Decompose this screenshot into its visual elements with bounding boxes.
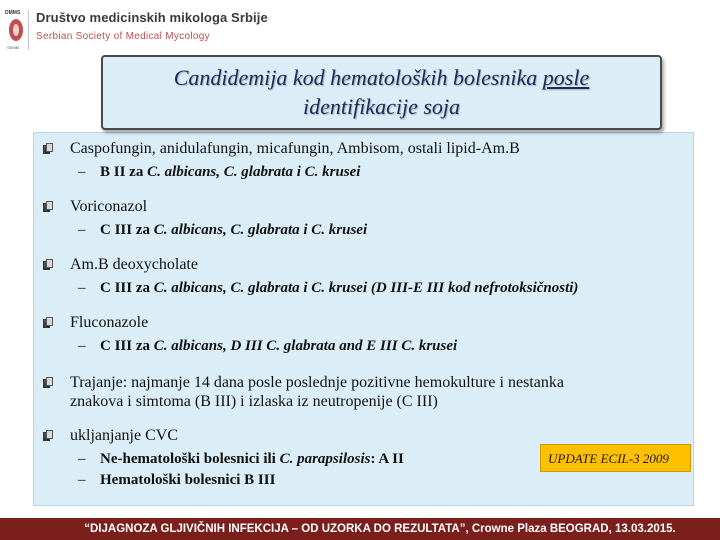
grade-text: Hematološki bolesnici B III: [100, 472, 276, 488]
sub-dash: –: [78, 338, 86, 354]
bullet-text: Am.B deoxycholate: [70, 256, 198, 273]
sub-bullet: [78, 279, 578, 298]
sub-bullet: [78, 450, 404, 469]
grade-text: B II za: [100, 164, 144, 180]
title-underlined-word: posle: [542, 65, 590, 90]
bullet-text: Caspofungin, anidulafungin, micafungin, Ambisom, ostali lipid-Am.B: [70, 140, 520, 157]
sub-dash: –: [78, 280, 86, 296]
update-badge: UPDATE ECIL-3 2009: [540, 444, 691, 472]
sub-bullet: [78, 163, 360, 182]
sub-bullet: [78, 221, 367, 240]
species-text: C. albicans, C. glabrata i C. krusei: [147, 164, 361, 180]
slide-title: [101, 55, 662, 130]
title-text-1: Candidemija kod hematoloških bolesnika: [173, 65, 538, 90]
logo-subtext: SSMM: [7, 45, 19, 50]
sub-dash: –: [78, 164, 86, 180]
sub-bullet: [78, 337, 457, 356]
species-text: C. albicans, D III C. glabrata and E III C. krusei: [153, 338, 458, 354]
bullet-icon: [43, 430, 53, 441]
bullet-icon: [43, 377, 53, 388]
grade-tail-text: : A II: [370, 451, 404, 467]
bullet-icon: [43, 143, 53, 154]
sub-dash: –: [78, 222, 86, 238]
bullet-icon: [43, 201, 53, 212]
bullet-icon: [43, 317, 53, 328]
bullet-text: Fluconazole: [70, 314, 149, 331]
society-logo-icon: [4, 6, 30, 52]
footer-bar: “DIJAGNOZA GLJIVIČNIH INFEKCIJA – OD UZORKA DO REZULTATA”, Crowne Plaza BEOGRAD, 13.03.2015.: [0, 518, 720, 540]
bullet-text: Trajanje: najmanje 14 dana posle poslednje pozitivne hemokulture i nestanka: [70, 374, 564, 391]
bullet-text: ukljanjanje CVC: [70, 427, 178, 444]
sub-dash: –: [78, 451, 86, 467]
bullet-text: Voriconazol: [70, 198, 148, 215]
species-text: C. parapsilosis: [279, 451, 371, 467]
bullet-text-continued: znakova i simtoma (B III) i izlaska iz neutropenije (C III): [70, 393, 438, 410]
sub-bullet: [78, 471, 275, 490]
logo-divider: [28, 10, 29, 50]
title-line-2: identifikacije soja: [302, 94, 461, 119]
logo-text: DMMS: [5, 10, 21, 16]
org-name: Društvo medicinskih mikologa Srbije: [36, 10, 268, 25]
title-line-1: [103, 63, 660, 92]
org-subtitle: Serbian Society of Medical Mycology: [36, 31, 210, 42]
header: [0, 0, 720, 62]
grade-text: C III za: [100, 280, 151, 296]
species-text: C. albicans, C. glabrata i C. krusei: [153, 222, 368, 238]
grade-text: C III za: [100, 338, 151, 354]
grade-text: Ne-hematološki bolesnici ili: [100, 451, 276, 467]
sub-dash: –: [78, 472, 86, 488]
bullet-icon: [43, 259, 53, 270]
grade-text: C III za: [100, 222, 151, 238]
species-text: C. albicans, C. glabrata i C. krusei (D III-E III kod nefrotoksičnosti): [153, 280, 579, 296]
